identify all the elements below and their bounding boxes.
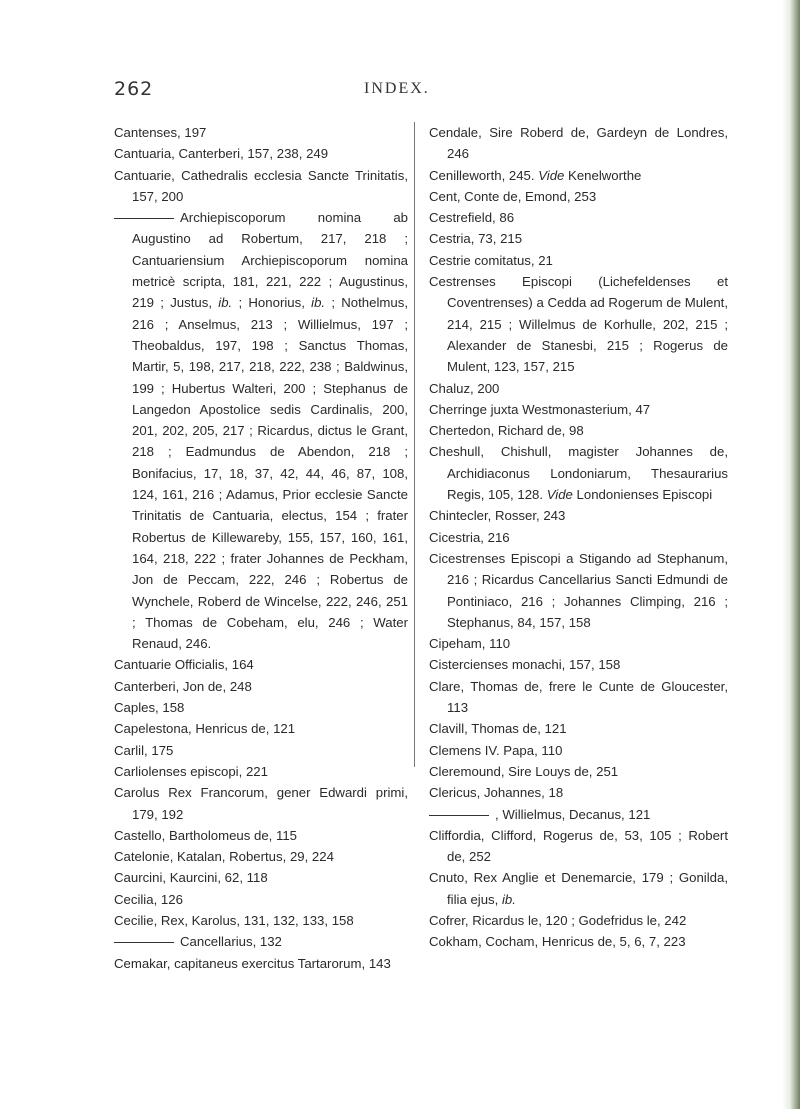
index-entry — [114, 953, 408, 974]
index-entry-text: Clericus, Johannes, 18 — [429, 785, 564, 801]
index-entry — [114, 697, 408, 718]
index-entry — [429, 207, 728, 228]
index-entry — [429, 122, 728, 165]
index-entry-text: Chintecler, Rosser, 243 — [429, 508, 566, 524]
index-entry-text: Chaluz, 200 — [429, 380, 500, 396]
index-entry — [429, 441, 728, 505]
index-entry — [114, 676, 408, 697]
index-entry-text: Cnuto, Rex Anglie et Denemarcie, 179 ; Gonilda, filia ejus, — [429, 870, 728, 907]
index-entry-text: Cantuarie, Cathedralis ecclesia Sancte Trinitatis, 157, 200 — [114, 167, 408, 204]
index-entry-text: Cokham, Cocham, Henricus de, 5, 6, 7, 223 — [429, 934, 686, 950]
index-entry-text: Kenelworthe — [564, 167, 642, 183]
index-entry — [429, 420, 728, 441]
index-column-left — [114, 122, 408, 974]
index-entry — [429, 505, 728, 526]
index-entry-text: Cleremound, Sire Louys de, 251 — [429, 763, 619, 779]
index-entry-text: Cliffordia, Clifford, Rogerus de, 53, 105 ; Robert de, 252 — [429, 827, 728, 865]
index-entry-italic-text: ib. — [218, 295, 233, 311]
index-entry — [114, 931, 408, 952]
index-entry-text: Cicestria, 216 — [429, 529, 510, 545]
index-entry-text: Cipeham, 110 — [429, 636, 511, 652]
column-divider — [414, 122, 415, 767]
index-entry — [114, 889, 408, 910]
index-entry — [429, 548, 728, 633]
index-entry-text: Cemakar, capitaneus exercitus Tartarorum, 143 — [114, 955, 391, 971]
index-entry — [114, 143, 408, 164]
page-edge-shadow — [782, 0, 800, 1109]
index-entry — [114, 207, 408, 654]
index-entry — [429, 654, 728, 675]
index-entry — [114, 846, 408, 867]
index-entry-text: Clavill, Thomas de, 121 — [429, 721, 567, 737]
index-entry — [429, 378, 728, 399]
index-entry-text: Cestrie comitatus, 21 — [429, 252, 553, 268]
index-entry-italic-text: Vide — [538, 167, 565, 183]
index-entry-text: Caples, 158 — [114, 700, 185, 716]
index-entry — [114, 718, 408, 739]
index-entry-text: ; Nothelmus, 216 ; Anselmus, 213 ; Willielmus, 197 ; Theobaldus, 197, 198 ; Sanctus Thomas, Martir, 5, 198, 217, 218, 222, 238 ; Baldwinus, 199 ; Hubertus Walteri, 200 ; Stephanus de Langedon Apostolice sedis Cardinalis, 200, 201, 202, 205, 217 ; Ricardus, dictus le Grant, 218 ; Eadmundus de Abendon, 218 ; Bonifacius, 17, 18, 37, 42, 44, 46, 87, 108, 124, 161, 216 ; Adamus, Prior ecclesie Sancte Trinitatis de Cantuaria, electus, 154 ; frater Robertus de Killewareby, 155, 157, 160, 161, 164, 218, 222 ; frater Johannes de Peckham, Jon de Peccam, 222, 246 ; Robertus de Wynchele, Roberd de Wincelse, 222, 246, 251 ; Thomas de Cobeham, elu, 246 ; Water Renaud, 246. — [132, 295, 408, 652]
index-entry — [114, 165, 408, 208]
index-entry — [429, 931, 728, 952]
index-entry — [114, 654, 408, 675]
index-entry-text: Cistercienses monachi, 157, 158 — [429, 657, 621, 673]
index-entry-text: Cantenses, 197 — [114, 125, 207, 140]
index-entry-text: Clemens IV. Papa, 110 — [429, 742, 563, 758]
running-title: INDEX. — [364, 80, 430, 97]
index-entry-italic-text: ib. — [311, 295, 326, 311]
ditto-dash — [114, 218, 174, 219]
index-entry — [429, 250, 728, 271]
index-entry — [429, 740, 728, 761]
index-entry — [114, 782, 408, 825]
index-column-right — [429, 122, 728, 953]
index-entry-italic-text: Vide — [546, 487, 573, 503]
index-entry-text: Cofrer, Ricardus le, 120 ; Godefridus le, 242 — [429, 912, 687, 928]
index-entry — [429, 782, 728, 803]
index-entry-text: Cancellarius, 132 — [180, 934, 282, 950]
index-entry-text: Cecilia, 126 — [114, 891, 183, 907]
index-entry — [429, 527, 728, 548]
index-entry-text: Cecilie, Rex, Karolus, 131, 132, 133, 158 — [114, 912, 354, 928]
index-entry-text: Caurcini, Kaurcini, 62, 118 — [114, 870, 268, 886]
index-entry — [114, 740, 408, 761]
index-entry-text: Clare, Thomas de, frere le Cunte de Gloucester, 113 — [429, 678, 728, 716]
index-entry — [114, 761, 408, 782]
index-entry-text: Cestrenses Episcopi (Lichefeldenses et Coventrenses) a Cedda ad Rogerum de Mulent, 214, 215 ; Willelmus de Korhulle, 202, 215 ; Alexander de Stanesbi, 215 ; Rogerus de Mulent, 123, 157, 215 — [429, 274, 728, 375]
index-entry-text: Cantuarie Officialis, 164 — [114, 657, 254, 673]
index-entry-text: Castello, Bartholomeus de, 115 — [114, 827, 298, 843]
index-entry — [429, 676, 728, 719]
index-entry-text: Cestria, 73, 215 — [429, 231, 523, 247]
index-entry-text: Carolus Rex Francorum, gener Edwardi primi, 179, 192 — [114, 785, 408, 822]
index-entry — [429, 825, 728, 868]
index-entry-text: Carliolenses episcopi, 221 — [114, 763, 268, 779]
index-entry-text: Chertedon, Richard de, 98 — [429, 423, 584, 439]
index-entry-text: Cheshull, Chishull, magister Johannes de, Archidiaconus Londoniarum, Thesaurarius Regis, 105, 128. — [429, 444, 728, 503]
ditto-dash — [429, 815, 489, 816]
index-entry-text: Capelestona, Henricus de, 121 — [114, 721, 296, 737]
index-entry — [429, 165, 728, 186]
index-entry-text: Cestrefield, 86 — [429, 210, 515, 226]
index-entry — [429, 633, 728, 654]
index-entry — [429, 867, 728, 910]
page-number: 262 — [114, 78, 154, 100]
index-entry-text: , Willielmus, Decanus, 121 — [495, 806, 651, 822]
index-entry-text: Catelonie, Katalan, Robertus, 29, 224 — [114, 849, 334, 865]
index-entry — [114, 825, 408, 846]
index-entry-text: Cent, Conte de, Emond, 253 — [429, 188, 597, 204]
index-entry-italic-text: ib. — [501, 891, 516, 907]
index-entry-text: ; Honorius, — [232, 295, 312, 311]
index-entry-text: Cicestrenses Episcopi a Stigando ad Stephanum, 216 ; Ricardus Cancellarius Sancti Edmundi de Pontiniaco, 216 ; Johannes Climping, 216 ; Stephanus, 84, 157, 158 — [429, 550, 728, 630]
index-entry — [114, 910, 408, 931]
index-entry-text: Carlil, 175 — [114, 742, 174, 758]
index-entry — [429, 228, 728, 249]
index-entry-text: Londonienses Episcopi — [572, 487, 713, 503]
ditto-dash — [114, 942, 174, 943]
index-entry — [429, 399, 728, 420]
index-entry — [429, 718, 728, 739]
index-entry — [114, 122, 408, 143]
index-entry — [429, 761, 728, 782]
index-entry — [114, 867, 408, 888]
index-entry-text: Archiepiscoporum nomina ab Augustino ad Robertum, 217, 218 ; Cantuariensium Archiepiscoporum nomina metricè scripta, 181, 221, 222 ; Augustinus, 219 ; Justus, — [132, 210, 408, 311]
index-entry — [429, 804, 728, 825]
index-entry-text: Cantuaria, Canterberi, 157, 238, 249 — [114, 146, 329, 162]
index-entry-text: Canterberi, Jon de, 248 — [114, 678, 252, 694]
page-header — [114, 78, 722, 108]
index-entry — [429, 910, 728, 931]
index-entry — [429, 271, 728, 377]
index-entry-text: Cherringe juxta Westmonasterium, 47 — [429, 401, 651, 417]
index-entry — [429, 186, 728, 207]
index-entry-text: Cendale, Sire Roberd de, Gardeyn de Londres, 246 — [429, 125, 728, 162]
index-entry-text: Cenilleworth, 245. — [429, 167, 539, 183]
